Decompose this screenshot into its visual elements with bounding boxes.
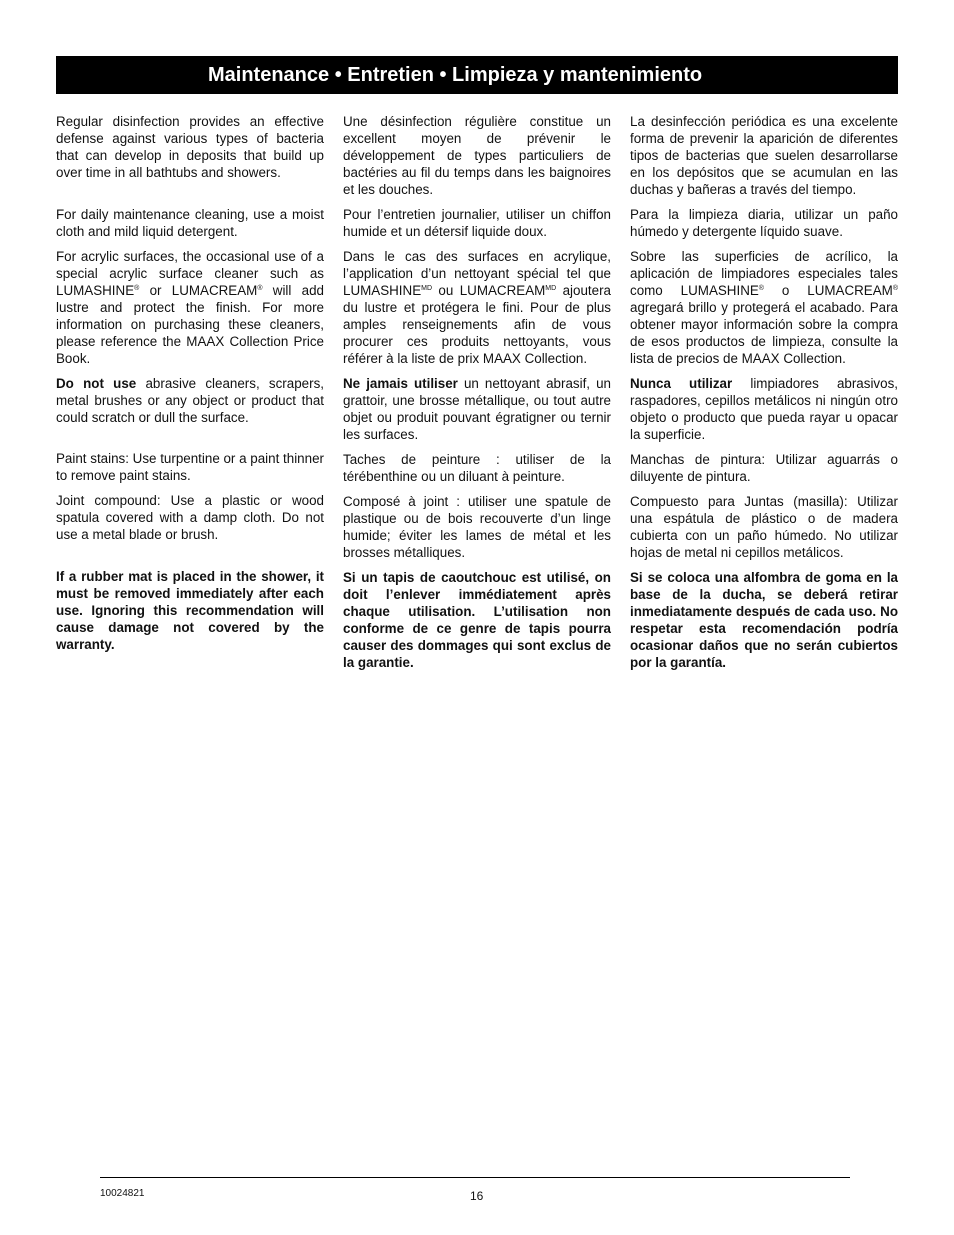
paragraph-rubber-mat-warning: If a rubber mat is placed in the shower, it must be removed immediately after each use. Ignoring this recommendation will cause damage not covered by the warranty. (56, 569, 324, 652)
paragraph-paint-stains: Paint stains: Use turpentine or a paint thinner to remove paint stains. (56, 451, 324, 483)
paragraph-paint-stains: Taches de peinture : utiliser de la térébenthine ou un diluant à peinture. (343, 452, 611, 484)
paragraph-joint-compound: Joint compound: Use a plastic or wood spatula covered with a damp cloth. Do not use a metal blade or brush. (56, 493, 324, 542)
column-spanish (630, 113, 898, 671)
page-number: 16 (470, 1189, 484, 1203)
paragraph-do-not-use: Do not use abrasive cleaners, scrapers, metal brushes or any object or product that could scratch or dull the surface. (56, 376, 324, 425)
paragraph-do-not-use: Nunca utilizar limpiadores abrasivos, raspadores, cepillos metálicos ni ningún otro objeto o producto que pueda rayar u opacar la superficie. (630, 376, 898, 442)
paragraph-daily-maintenance: Pour l’entretien journalier, utiliser un chiffon humide et un détersif liquide doux. (343, 207, 611, 239)
footer-divider (100, 1177, 850, 1178)
paragraph-paint-stains: Manchas de pintura: Utilizar aguarrás o diluyente de pintura. (630, 452, 898, 484)
paragraph-daily-maintenance: For daily maintenance cleaning, use a moist cloth and mild liquid detergent. (56, 207, 324, 239)
paragraph-disinfection: Une désinfection régulière constitue un excellent moyen de prévenir le développement de types particuliers de bactéries au fil du temps dans les baignoires et les douches. (343, 114, 611, 197)
column-french (343, 113, 611, 671)
paragraph-do-not-use: Ne jamais utiliser un nettoyant abrasif, un grattoir, une brosse métallique, ou tout autre objet ou produit pouvant égratigner ou ternir les surfaces. (343, 376, 611, 442)
paragraph-acrylic-surfaces: Sobre las superficies de acrílico, la aplicación de limpiadores especiales tales como LUMASHINE® o LUMACREAM® agregará brillo y protegerá el acabado. Para obtener mayor información sobre la compra de esos productos de limpieza, consulte la lista de precios de MAAX Collection. (630, 249, 898, 366)
column-english (56, 113, 324, 653)
document-number: 10024821 (100, 1188, 145, 1199)
paragraph-disinfection: Regular disinfection provides an effective defense against various types of bacteria that can develop in deposits that build up over time in all bathtubs and showers. (56, 114, 324, 180)
paragraph-acrylic-surfaces: For acrylic surfaces, the occasional use of a special acrylic surface cleaner such as LUMASHINE® or LUMACREAM® will add lustre and protect the finish. For more information on purchasing these cleaners, please reference the MAAX Collection Price Book. (56, 249, 324, 366)
paragraph-rubber-mat-warning: Si se coloca una alfombra de goma en la base de la ducha, se deberá retirar inmediatamente después de cada uso. No respetar esta recomendación podría ocasionar daños que no serán cubiertos por la garantía. (630, 570, 898, 670)
section-title-banner (56, 56, 898, 94)
paragraph-daily-maintenance: Para la limpieza diaria, utilizar un paño húmedo y detergente líquido suave. (630, 207, 898, 239)
paragraph-joint-compound: Compuesto para Juntas (masilla): Utilizar una espátula de plástico o de madera cubierta con un paño húmedo. No utilizar hojas de metal ni cepillos metálicos. (630, 494, 898, 560)
paragraph-joint-compound: Composé à joint : utiliser une spatule de plastique ou de bois recouverte d’un linge humide; éviter les lames de métal et les brosses métalliques. (343, 494, 611, 560)
paragraph-rubber-mat-warning: Si un tapis de caoutchouc est utilisé, on doit l’enlever immédiatement après chaque utilisation. L’utilisation non conforme de ce genre de tapis pourra causer des dommages qui sont exclus de la garantie. (343, 570, 611, 670)
page-title: Maintenance • Entretien • Limpieza y mantenimiento (208, 63, 703, 86)
paragraph-disinfection: La desinfección periódica es una excelente forma de prevenir la aparición de diferentes tipos de bacterias que suelen desarrollarse en los depósitos que se acumulan en las duchas y bañeras a través del tiempo. (630, 114, 898, 197)
paragraph-acrylic-surfaces: Dans le cas des surfaces en acrylique, l’application d’un nettoyant spécial tel que $LUMASHINE^{MD}$ ou $LUMACREAM^{MD}$ ajoutera du lustre et protégera le fini. Pour de plus amples renseignements afin de vous procurer ces produits nettoyants, vous référer à la liste de prix MAAX Collection. (343, 249, 611, 366)
